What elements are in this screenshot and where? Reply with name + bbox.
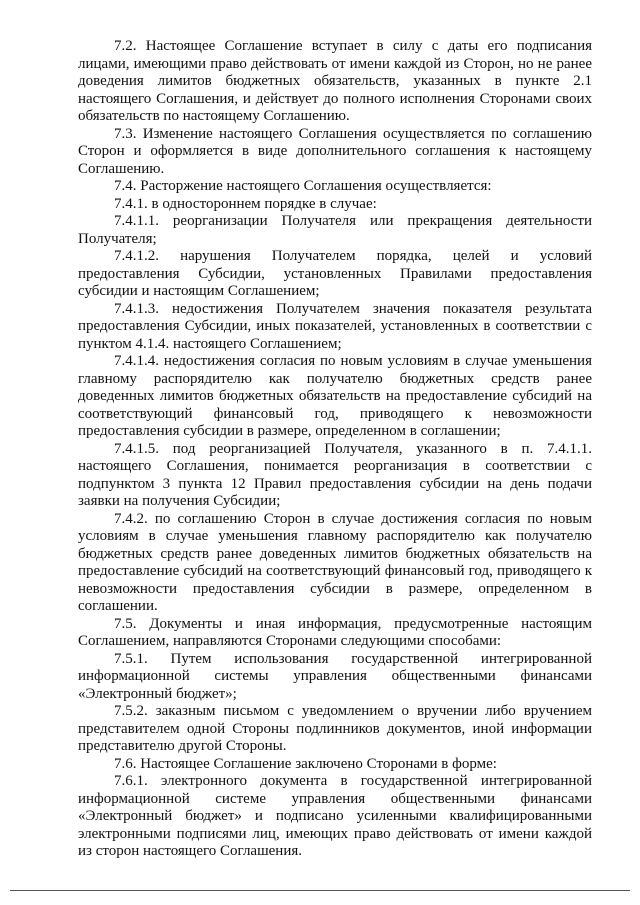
paragraph-7-4-1-4: 7.4.1.4. недостижения согласия по новым условиям в случае уменьшения главному распорядителю как получателю бюджетных средств ранее доведенных лимитов бюджетных обязательств на предоставление субсидий на соответствующий финансовый год, приводящего к невозможности предоставления субсидии в размере, определенном в соглашении; — [78, 353, 592, 439]
bottom-divider — [10, 890, 630, 891]
paragraph-7-4-1-3: 7.4.1.3. недостижения Получателем значения показателя результата предоставления Субсидии, иных показателей, установленных в соответствии с пунктом 4.1.4. настоящего Соглашением; — [78, 300, 592, 352]
paragraph-7-4-1-5: 7.4.1.5. под реорганизацией Получателя, указанного в п. 7.4.1.1. настоящего Соглашения, понимается реорганизация в соответствии с подпунктом 3 пункта 12 Правил предоставления субсидии на день подачи заявки на получения Субсидии; — [78, 440, 592, 509]
paragraph-7-4-1-2: 7.4.1.2. нарушения Получателем порядка, целей и условий предоставления Субсидии, установленных Правилами предоставления субсидии и настоящим Соглашением; — [78, 248, 592, 299]
paragraph-7-5-2: 7.5.2. заказным письмом с уведомлением о вручении либо вручением представителем одной Стороны подлинников документов, иной информации представителю другой Стороны. — [78, 703, 592, 754]
paragraph-7-6-1: 7.6.1. электронного документа в государственной интегрированной информационной системе управления общественными финансами «Электронный бюджет» и подписано усиленными квалифицированными электронными подписями лиц, имеющих право действовать от имени каждой из сторон настоящего Соглашения. — [78, 773, 592, 859]
paragraph-7-4-1-1: 7.4.1.1. реорганизации Получателя или прекращения деятельности Получателя; — [78, 213, 592, 247]
document-body — [78, 38, 592, 861]
paragraph-7-4-2: 7.4.2. по соглашению Сторон в случае достижения согласия по новым условиям в случае уменьшения главному распорядителю как получателю бюджетных средств ранее доведенных лимитов бюджетных обязательств на предоставление субсидий на соответствующий финансовый год, приводящего к невозможности предоставления субсидии в размере, определенном в соглашении. — [78, 510, 592, 614]
paragraph-7-4: 7.4. Расторжение настоящего Соглашения осуществляется: — [114, 178, 492, 194]
paragraph-7-3: 7.3. Изменение настоящего Соглашения осуществляется по соглашению Сторон и оформляется в виде дополнительного соглашения к настоящему Соглашению. — [78, 125, 592, 177]
paragraph-7-5: 7.5. Документы и иная информация, предусмотренные настоящим Соглашением, направляются Сторонами следующими способами: — [78, 615, 592, 649]
paragraph-7-4-1: 7.4.1. в одностороннем порядке в случае: — [114, 195, 377, 212]
paragraph-7-6: 7.6. Настоящее Соглашение заключено Сторонами в форме: — [114, 755, 497, 772]
paragraph-7-2: 7.2. Настоящее Соглашение вступает в силу с даты его подписания лицами, имеющими право действовать от имени каждой из Сторон, но не ранее доведения лимитов бюджетных обязательств, указанных в пункте 2.1 настоящего Соглашения, и действует до полного исполнения Сторонами своих обязательств по настоящему Соглашению. — [78, 38, 592, 124]
paragraph-7-5-1: 7.5.1. Путем использования государственной интегрированной информационной системы управления общественными финансами «Электронный бюджет»; — [78, 650, 592, 702]
